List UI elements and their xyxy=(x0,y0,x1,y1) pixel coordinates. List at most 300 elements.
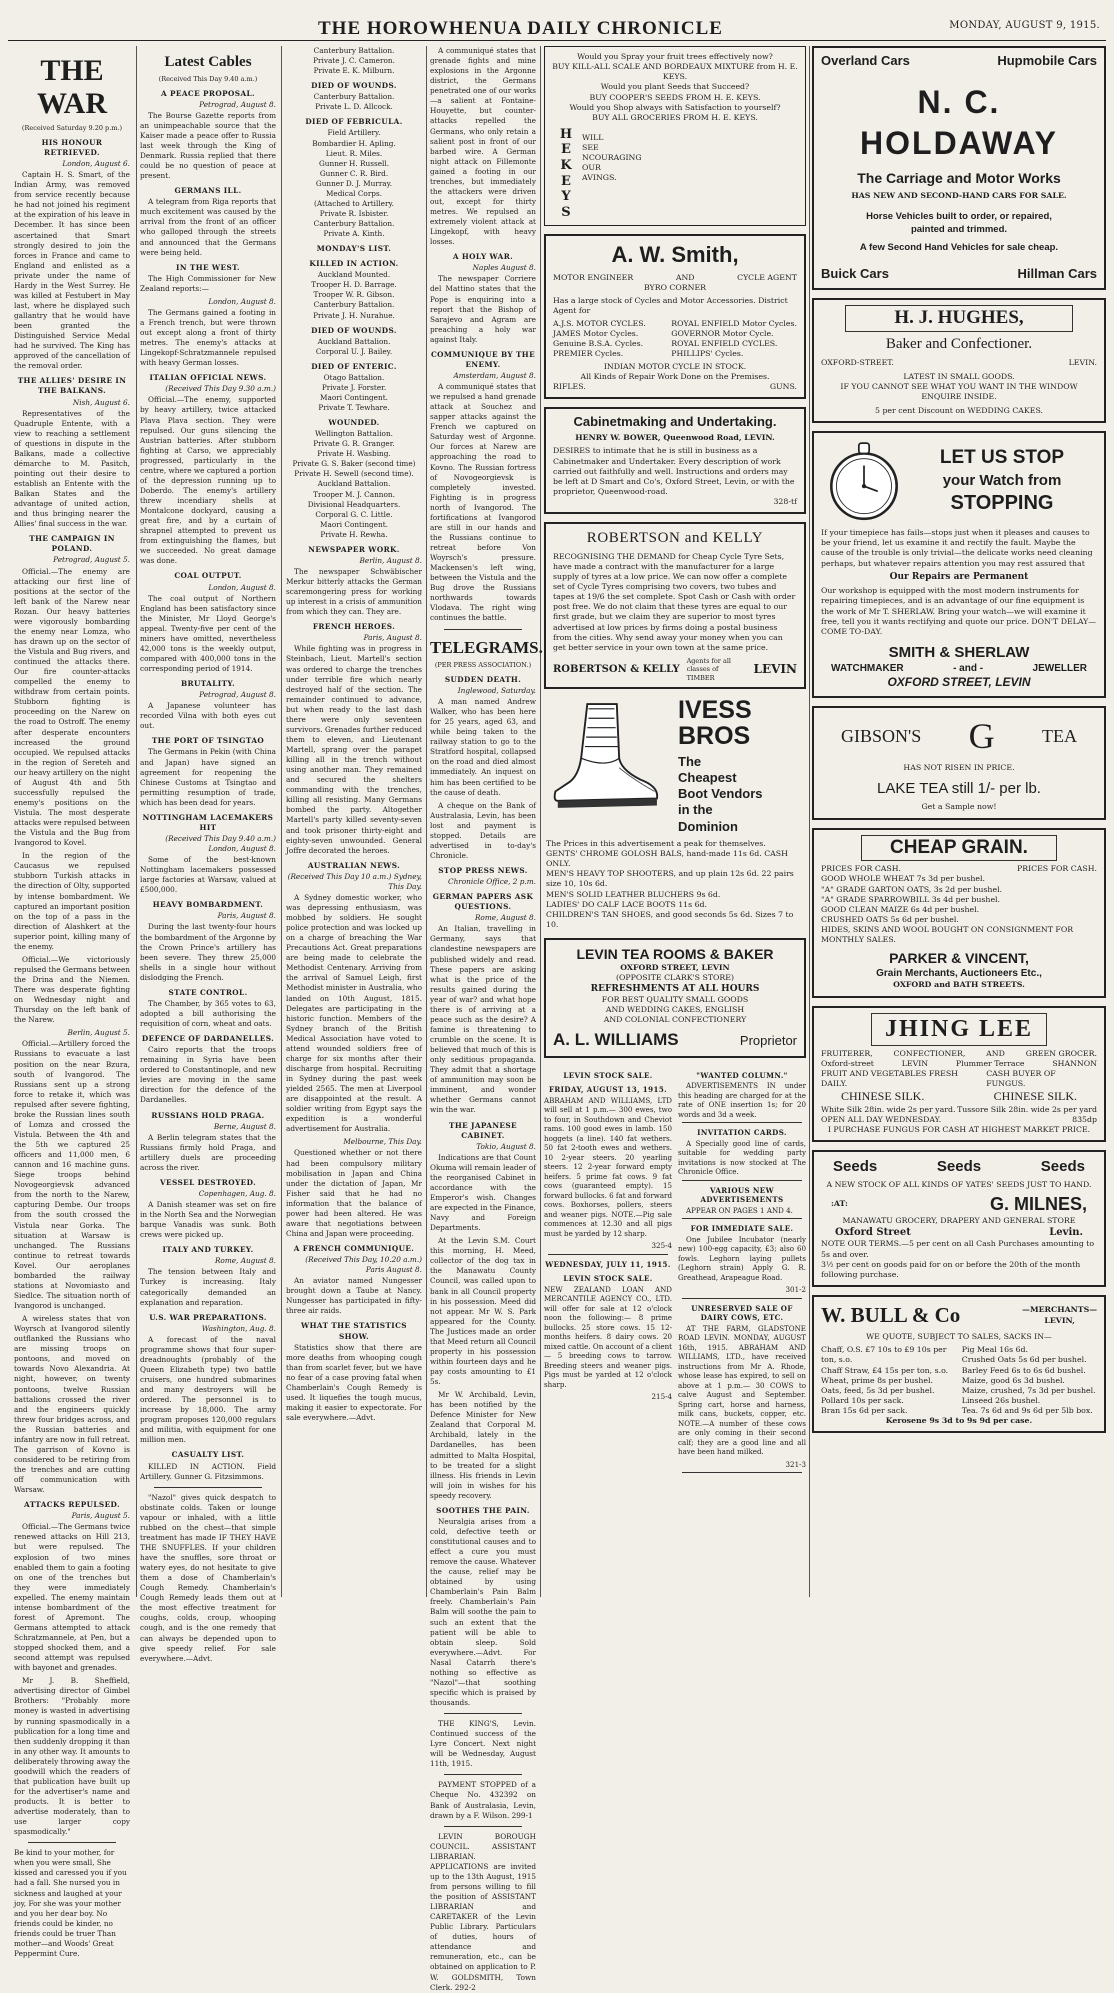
smith-item: Genuine B.S.A. Cycles. xyxy=(553,338,644,348)
casualty-line: Wellington Battalion. xyxy=(315,429,393,439)
bull-price-line: Maize, good 6s 3d bushel. xyxy=(961,1375,1065,1385)
section-heading: BRUTALITY. xyxy=(180,679,236,689)
gibson-tea: TEA xyxy=(1041,725,1077,746)
casualty-line: Medical Corps. xyxy=(325,188,383,198)
bower-code: 328-tf xyxy=(773,497,797,507)
gibson-line1: HAS NOT RISEN IN PRICE. xyxy=(903,762,1015,772)
seeds-line2: MANAWATU GROCERY, DRAPERY AND GENERAL STORE xyxy=(842,1216,1076,1226)
stock-sales-row xyxy=(544,1066,806,1477)
section-heading: COAL OUTPUT. xyxy=(174,571,242,581)
hughes-advert xyxy=(812,298,1106,423)
stock-sale-a-title: LEVIN STOCK SALE. xyxy=(563,1070,653,1080)
article-text: Representatives of the Quadruple Entente, with a view to reaching a settlement of questions in dispute in the Balkans, made a collective démarche to M. Pasitch, pointing out their desire to establish an Entente with the Balkan States and the advantage of united action, and thus bringing nearer the Allies' final success in the war. xyxy=(14,408,130,529)
smith-center: INDIAN MOTOR CYCLE IN STOCK. xyxy=(603,362,747,372)
section-heading: HEAVY BOMBARDMENT. xyxy=(152,900,264,910)
classified-heading: INVITATION CARDS. xyxy=(697,1128,787,1138)
keys-vertical xyxy=(552,127,582,221)
jhing-cell: SHANNON xyxy=(1052,1058,1097,1068)
classified-heading: "WANTED COLUMN." xyxy=(696,1070,788,1080)
grain-prices xyxy=(821,874,1097,945)
section-heading: IN THE WEST. xyxy=(176,262,240,272)
article-text: Official.—We victoriously repulsed the Germans between the Drina and the Niemen. There was desperate fighting on Wednesday night and Thursday on the left bank of the Narew. xyxy=(14,954,131,1025)
classified-code: 321-3 xyxy=(785,1459,806,1469)
article-text: The tension between Italy and Turkey is increasing. Italy categorically demanded an explanation and reparation. xyxy=(140,1267,276,1307)
article-text: The newspaper Schwäbischer Merkur bitterly attacks the German scaremongering press for working up interest in a crisis of ammunition from which they can. They are. xyxy=(286,566,422,617)
ivess-tag-line: The xyxy=(678,753,702,769)
casualty-line: Gunner H. Russell. xyxy=(318,158,390,168)
dateline: London, August 8. xyxy=(208,296,276,306)
article-text: Indications are that Count Okuma will remain leader of the reorganised Cabinet in accordance with the Emperor's wish. Changes are expected in the Finance, Navy and Foreign Departments. xyxy=(430,1152,536,1233)
ivess-price-line: GENTS' CHROME GOLOSH BALS, hand-made 11s 6d. CASH ONLY. xyxy=(546,849,788,869)
dateline: Tokio, August 8. xyxy=(476,1141,536,1151)
bull-foot: Kerosene 9s 3d to 9s 9d per case. xyxy=(885,1416,1033,1426)
article-text: Official.—The Germans twice renewed attacks on Hill 213, but were repulsed. The explosion of two mines enabled them to gain a footing on one of the trenches but they were immediately expelled. The enemy maintain intense bombardment of the forest of Apremont. The Germans attempted to attack Schratzmannele, at Pen, but a stopped shocked them, and a second attempt was repulsed with bayonet and grenades. xyxy=(14,1522,131,1673)
section-heading: SOOTHES THE PAIN. xyxy=(436,1505,530,1515)
stock-sale-b-title: WEDNESDAY, JULY 11, 1915. xyxy=(545,1259,671,1269)
smith-advert xyxy=(544,234,806,399)
casualty-line: Corporal G. C. Little. xyxy=(315,509,393,519)
article-text: A communiqué states that we repulsed a hand grenade attack at Souchez and sapper attacks against the French we captured on Saturday west of Argonne. Our forces at Narew are approaching the road to Kovno. The Russian fortress of Novogeorgievsk is completely invested. Fighting is in progress north of Ivangorod. The fortifications at Ivangorod are still in our hands and the Russians continue to retreat before Von Woyrsch's pressure. Mackensen's left wing, between the Vistula and the Bug drove the Russians northwards towards Vlodava. The right wing continues the battle. xyxy=(430,382,536,623)
holdaway-line3: A few Second Hand Vehicles for sale cheap. xyxy=(859,242,1059,254)
keys-advert xyxy=(544,46,806,226)
dateline: Melbourne, This Day. xyxy=(343,1137,422,1147)
article-text: Official.—The enemy, supported by heavy artillery, twice attacked Plava Plava section. They were repulsed. Our guns silencing the Austrian batteries. After stubborn fighting at Carso, we appreciably progressed, particularly in the centre, where we captured a portion of the depression running up to Doberdo. The enemy's artillery threw incendiary shells at Montalcone dockyard, causing a great fire, and by a curtain of shrapnel attempted to prevent us from extinguishing the flames, but we succeeded. No great damage was done. xyxy=(140,395,276,566)
jhing-cell: LEVIN xyxy=(901,1058,929,1068)
section-heading: U.S. WAR PREPARATIONS. xyxy=(149,1312,267,1322)
classified-text: ADVERTISEMENTS IN under this heading are charged for at the rate of ONE insertion 1s; for 20 words and 3d a week. xyxy=(678,1081,806,1119)
buick-cars: Buick Cars xyxy=(821,266,889,282)
dateline: Amsterdam, August 8. xyxy=(453,370,536,380)
seeds-word: Seeds xyxy=(936,1158,982,1176)
article-text: KILLED IN ACTION. Field Artillery. Gunner G. Fitzsimmons. xyxy=(140,1461,276,1481)
column-rule xyxy=(540,46,541,1597)
watch-para-1: If your timepiece has fails—stops just when it pleases and causes to be your friend, let us examine it and rectify the fault. Maybe the cause of the trouble is only trivial—the delicate works need cleaning perhaps, but whatever repairs attention you may rest assured that xyxy=(821,528,1093,568)
keys-side xyxy=(582,127,642,221)
grain-price-line: CRUSHED OATS 5s 6d per bushel. xyxy=(821,914,959,924)
section-heading: GERMANS ILL. xyxy=(174,186,242,196)
keys-letter: S xyxy=(561,204,573,220)
section-heading: CASUALTY LIST. xyxy=(171,1450,245,1460)
smith-item: A.J.S. MOTOR CYCLES. xyxy=(553,318,646,328)
watch-head-3: STOPPING xyxy=(950,492,1054,515)
section-heading: THE CAMPAIGN IN POLAND. xyxy=(29,534,115,554)
robertson-title: ROBERTSON and KELLY xyxy=(586,530,764,547)
section-heading: AUSTRALIAN NEWS. xyxy=(307,860,401,870)
jhing-addresses xyxy=(821,1059,1097,1069)
keys-block xyxy=(552,127,798,221)
casualty-line: Maori Contingent. xyxy=(320,392,388,402)
ivess-tag-line: Boot Vendors xyxy=(678,786,763,802)
casualty-line: Private E. K. Milburn. xyxy=(313,66,395,76)
jhing-silk-prices xyxy=(821,1105,1097,1115)
war-title: THE WAR xyxy=(36,54,107,120)
dateline: Paris, August 8. xyxy=(217,911,276,921)
ivess-name-line: IVESS xyxy=(678,696,752,725)
smith-item: ROYAL ENFIELD CYCLES. xyxy=(671,338,778,348)
nazol-advert: "Nazol" gives quick despatch to obstinate colds. Taken or lounge vapour or inhaled, with a little rubbed on the chest—that simple treatment has made IF THEY HAVE THE SNUFFLES. If your children have the snuffles, sore throat or watery eyes, do not hesitate to give them a dose of Chamberlain's Cough Remedy. Chamberlain's Cough Remedy leads them out at the most effective treatment for coughs, colds, croup, whooping cough, and is the one remedy that can always be depended upon to give speedy relief. For sale everywhere.—Advt. xyxy=(140,1492,276,1663)
casualty-line: Auckland Battalion. xyxy=(317,479,391,489)
cables-note: (Received This Day 9.40 a.m.) xyxy=(158,74,258,83)
casualty-line: Lieut. R. Miles. xyxy=(325,148,383,158)
divider xyxy=(548,1254,668,1255)
hughes-trade: Baker and Confectioner. xyxy=(885,336,1033,352)
jhing-fruit xyxy=(821,1069,1097,1089)
smith-item: PHILLIPS' Cycles. xyxy=(671,348,744,358)
jhing-code: 835dp xyxy=(1072,1114,1097,1124)
watch-sub: Our Repairs are Permanent xyxy=(889,571,1029,582)
smith-list-b xyxy=(671,319,797,360)
jhing-cell: FRUITERER, xyxy=(821,1048,873,1058)
jhing-trades xyxy=(821,1049,1097,1059)
smith-item: JAMES Motor Cycles. xyxy=(553,328,639,338)
dateline: Copenhagen, Aug. 8. xyxy=(198,1188,276,1198)
casualty-line: Otago Battalion. xyxy=(323,372,385,382)
newspaper-title: THE HOROWHENUA DAILY CHRONICLE xyxy=(318,18,723,39)
smith-list-a xyxy=(553,319,646,360)
keys-letter: E xyxy=(561,173,573,189)
masthead xyxy=(0,0,1114,44)
article-text: Neuralgia arises from a cold, defective teeth or constitutional causes and to effect a cure you must remove the cause. Whatever the cause, relief may be obtained by using Chamberlain's Pain Balm freely. Chamberlain's Pain Balm will soothe the pain to such an extent that the patient will be able to obtain sleep. Sold everywhere.—Advt. For Nasal Catarrh there's nothing so effective as "Nazol"—that soothing specific which is praised by thousands. xyxy=(430,1516,536,1708)
article-text: Statistics show that there are more deaths from whooping cough than from scarlet fever, but we have no fear of a case proving fatal when Chamberlain's Cough Remedy is used. It liquefies the tough mucus, making it easier to expectorate. For sale everywhere.—Advt. xyxy=(286,1342,422,1422)
bull-price-line: Bran 15s 6d per sack. xyxy=(821,1406,908,1416)
divider xyxy=(682,1180,802,1181)
casualty-line: Private J. C. Cameron. xyxy=(313,56,395,66)
keys-line: Would you Spray your fruit trees effectively now? xyxy=(577,52,773,61)
gibson-line2: LAKE TEA still 1/- per lb. xyxy=(877,779,1041,797)
casualty-line: Trooper H. D. Barrage. xyxy=(311,280,397,290)
seeds-line3: NOTE OUR TERMS.—5 per cent on all Cash Purchases amounting to 5s and over. xyxy=(821,1239,1095,1259)
article-text: In the region of the Caucasus we repulsed stubborn Turkish attacks in the direction of Olty, supported by intense bombardment. We captured an important position on the top of a pass in the direction of Alashkert at the superior point, killing many of the enemy. xyxy=(14,851,130,951)
cable-sections xyxy=(140,89,276,1482)
section-heading: THE JAPANESE CABINET. xyxy=(448,1120,518,1140)
ivess-price-line: MEN'S SOLID LEATHER BLUCHERS 9s 6d. xyxy=(546,889,721,899)
seeds-words xyxy=(821,1157,1097,1177)
divider xyxy=(444,1713,522,1714)
article-text: Some of the best-known Nottingham lacemakers possessed large factories at Warsaw, valued at £500,000. xyxy=(140,855,276,895)
divider xyxy=(444,629,522,630)
notice-text: PAYMENT STOPPED of a Cheque No. 432392 on Bank of Australasia, Levin, drawn by a F. Wilson. 299-1 xyxy=(430,1780,536,1820)
jhing-cell: Tussore Silk 28in. wide 2s per yard xyxy=(957,1104,1097,1114)
hillman-cars: Hillman Cars xyxy=(1017,266,1097,282)
jhing-open: OPEN ALL DAY WEDNESDAY. xyxy=(821,1114,942,1124)
smith-item: PREMIER Cycles. xyxy=(553,348,624,358)
stock-sale-b-text: NEW ZEALAND LOAN AND MERCANTILE AGENCY CO., LTD. will offer for sale at 12 o'clock noon the following:— 8 prime bullocks. 25 store cows. 15 12-months heifers. 8 dairy cows. 20 mixed cattle. On account of a client— 5 breeding cows to tarrow. Breeding steers and weaner pigs. Pigs must be yarded at 12 o'clock sharp. xyxy=(544,1284,672,1389)
dateline: Washington, Aug. 8. xyxy=(201,1323,276,1333)
casualty-line: Field Artillery. xyxy=(327,128,381,138)
keys-side-word: OUR xyxy=(582,163,601,173)
dateline: London, August 8. xyxy=(208,582,276,592)
article-text: The Bourse Gazette reports from an unimpeachable source that the Kaiser made a peace offer to Russia last week through the King of Denmark. Russia replied that there could be no question of peace at present. xyxy=(140,110,276,181)
divider xyxy=(154,1487,262,1488)
casualty-line: Trooper W. R. Gibson. xyxy=(313,290,395,300)
grain-firm: PARKER & VINCENT, xyxy=(889,950,1029,967)
tele-sections xyxy=(430,675,536,1708)
seeds-street: Oxford Street xyxy=(835,1227,911,1239)
jhing-lee-advert xyxy=(812,1006,1106,1143)
classified-heading: UNRESERVED SALE OF DAIRY COWS, ETC. xyxy=(691,1303,793,1323)
boot-illustration xyxy=(546,697,664,815)
casualty-column xyxy=(286,46,422,1598)
article-text: A telegram from Riga reports that much excitement was caused by the arrival from the front of an officer who galloped through the streets and announced that the Germans were being held. xyxy=(140,197,276,257)
article-text: Questioned whether or not there had been compulsory military mobilisation in Japan and China under the dictation of Japan, Mr Fisher said that he had no information that the balance of power had been altered. He was aware that negotiations between China and Japan were proceeding. xyxy=(286,1148,422,1238)
war-column xyxy=(14,46,131,1958)
holdaway-line2: painted and trimmed. xyxy=(910,223,1008,235)
keys-line: BUY COOPER'S SEEDS FROM H. E. KEYS. xyxy=(589,92,761,102)
tele-notices xyxy=(430,1713,536,1993)
casualty-groups xyxy=(286,46,422,540)
robertson-foot-name: ROBERTSON & KELLY xyxy=(553,664,680,676)
grain-price-line: "A" GRADE SPARROWBILL 3s 4d per bushel. xyxy=(821,894,1001,904)
article-text: A Berlin telegram states that the Russians firmly hold Praga, and artillery duels are proceeding across the river. xyxy=(140,1132,276,1172)
article-text: A cheque on the Bank of Australasia, Levin, has been lost and payment is stopped. Details are advertised in to-day's Chronicle. xyxy=(430,800,536,860)
divider xyxy=(444,1774,522,1775)
bull-price-line: Barley Feed 6s to 6s 6d bushel. xyxy=(961,1365,1086,1375)
article-text: Cairo reports that the troops remaining in Syria have been ordered to Constantinople, and new levies are moving in the same direction for the defence of the Dardanelles. xyxy=(140,1045,276,1105)
jhing-cell: GREEN GROCER. xyxy=(1025,1048,1097,1058)
grain-price-line: HIDES, SKINS AND WOOL BOUGHT ON CONSIGNMENT FOR MONTHLY SALES. xyxy=(821,925,1074,945)
cables-title: Latest Cables xyxy=(164,54,252,70)
casualty-heading: DIED OF WOUNDS. xyxy=(311,81,397,91)
hughes-town: LEVIN. xyxy=(1068,357,1097,367)
divider xyxy=(682,1218,802,1219)
casualty-line: Maori Contingent. xyxy=(320,519,388,529)
jhing-name: JHING LEE xyxy=(871,1013,1047,1046)
dateline: Paris, August 8. xyxy=(363,633,422,643)
hughes-line3: 5 per cent Discount on WEDDING CAKES. xyxy=(875,406,1043,415)
ads-column-right xyxy=(812,46,1106,1598)
cables-column xyxy=(140,46,276,1663)
article-text: An aviator named Nungesser brought down a Taube at Nancy. Nungesser has participated in fifty-three air raids. xyxy=(286,1276,422,1316)
smith-item: GOVERNOR Motor Cycle. xyxy=(671,328,774,338)
tearooms-line3: AND COLONIAL CONFECTIONERY xyxy=(603,1015,747,1025)
keys-side-word: AVINGS. xyxy=(582,173,617,183)
keys-letter: K xyxy=(560,158,574,174)
casualty-line: Gunner D. J. Murray. xyxy=(315,178,393,188)
section-heading: STOP PRESS NEWS. xyxy=(438,866,528,876)
section-heading: THE PORT OF TSINGTAO xyxy=(151,736,265,746)
watch-street: OXFORD STREET, LEVIN xyxy=(887,675,1031,690)
article-text: An Italian, travelling in Germany, says that clandestine newspapers are published widely and read. These papers are asking what is the price of the results gained during the year of war? and what hope there is of arriving at a peace such as the desire? A famine is threatening to crumble on the scene. It is believed that much of this is only seditious propaganda. They admit that a shortage of ammunition may soon be imminent, and wonder whether Germans cannot win the war. xyxy=(430,924,536,1115)
dateline: Berne, August 8. xyxy=(213,1121,276,1131)
classified-column xyxy=(678,1066,806,1477)
section-heading: NOTTINGHAM LACEMAKERS HIT xyxy=(142,812,274,832)
casualty-line: Gunner C. R. Bird. xyxy=(319,168,389,178)
article-text: Captain H. S. Smart, of the Indian Army, was removed from service recently because he had not joined his regiment at the expiration of his leave in December. It has since been ascertained that Smart strongly desired to join the forces in France and came to England and enlisted as a private under the name of Hardy in the West Surrey. He was killed at Festubert in May last, where he displayed such gallantry that he would have been granted the Distinguished Service Medal had he survived. The King has approved of the cancellation of the removal order. xyxy=(14,170,130,371)
casualty-heading: DIED OF FEBRICULA. xyxy=(305,117,403,127)
article-text: The High Commissioner for New Zealand reports:— xyxy=(140,273,276,293)
casualty-line: Private A. Kinth. xyxy=(323,229,385,239)
holdaway-advert xyxy=(812,46,1106,290)
casualty-heading: DIED OF ENTERIC. xyxy=(311,361,397,371)
casualty-line: Canterbury Battalion. xyxy=(313,300,395,310)
war-note: (Received Saturday 9.20 p.m.) xyxy=(21,124,123,132)
overland-cars: Overland Cars xyxy=(821,53,910,68)
bower-name: HENRY W. BOWER, Queenwood Road, LEVIN. xyxy=(575,433,775,443)
casualty-heading: DIED OF WOUNDS. xyxy=(311,325,397,335)
casualty-line: Trooper M. J. Cannon. xyxy=(313,489,395,499)
bull-town: LEVIN, xyxy=(1044,1315,1075,1325)
article-text: Mr J. B. Sheffield, advertising director of Gimbel Brothers: "Probably more money is wasted in advertising by running spasmodically in a publication for a long time and then suddenly dropping it than in any other way. It amounts to deliberately throwing away the goodwill which the readers of that publication have built up for the advertiser's name and products. It is better to advertise moderately, than to use larger copy spasmodically." xyxy=(14,1676,130,1837)
article-text: A Sydney domestic worker, who was depressing enthusiasm, was mobbed by soldiers. He sought police protection and was locked up on a charge of breaching the War Precautions Act. Great preparations are being made to celebrate the Methodist Centenary. Arriving from the arrival of Samuel Leigh, first Methodist minister in Australia, who landed on 10th August, 1815. Delegates are participating in the historic function. Members of the Sydney branch of the British Medical Association have voted to attend wounded soldiers free of charge for six months after their discharge from hospital. Recruiting in Sydney during the past week yielded 2565. The men at Liverpool are disappointed at the result. A soldier writing from Egypt says the expedition is a wonderful advertisement for Australia. xyxy=(286,892,422,1134)
robertson-advert xyxy=(544,522,806,689)
casualty-line: Private G. R. Granger. xyxy=(313,439,395,449)
bull-name: W. BULL & Co xyxy=(821,1302,961,1327)
ivess-prices xyxy=(546,839,804,930)
notice-text: LEVIN BOROUGH COUNCIL. ASSISTANT LIBRARIAN. APPLICATIONS are invited up to the 13th August, 1915 from persons willing to fill the position of ASSISTANT LIBRARIAN and CARETAKER of the Levin Public Library. Particulars of duties, hours of attendance and remuneration, etc., can be obtained on application to P. W. GOLDSMITH, Town Clerk. 292-2 xyxy=(430,1831,536,1992)
casualty-line: Canterbury Battalion. xyxy=(313,219,395,228)
casualty-line: (Attached to Artillery. xyxy=(314,198,394,208)
ivess-tag-line: Cheapest xyxy=(678,769,737,785)
section-heading: RUSSIANS HOLD PRAGA. xyxy=(151,1110,265,1120)
tearooms-line2: AND WEDDING CAKES, ENGLISH xyxy=(605,1005,745,1015)
bull-trade: —MERCHANTS— xyxy=(1022,1305,1097,1315)
hughes-line2: IF YOU CANNOT SEE WHAT YOU WANT IN THE WINDOW ENQUIRE INSIDE. xyxy=(840,381,1078,401)
keys-line: BUY ALL GROCERIES FROM H. E. KEYS. xyxy=(592,112,758,122)
keys-side-word: NCOURAGING xyxy=(582,153,642,163)
article-text: Official.—Artillery forced the Russians to evacuate a last position on the near Bzura, south of Ivangorod. The Russians sent up a strong force to retake it, which was repulsed after severe fighting, broke the Russian lines south of Lomza and crossed the Vistula. Between the 4th and the 5th we captured 25 officers and 11,000 men, 6 cannon and 16 machine guns. Siege troops behind Novogeorgievsk advanced from the north to the Narew, capturing Dembe. Our troops from the south crossed the Vistula near Gorka. The situation at Warsaw is unchanged. The Russians continue to retreat towards Kovel. Our aeroplanes bombarded the railway stations at Novomiasto and Siedlce. The situation north of Ivangorod is unchanged. xyxy=(14,1039,130,1311)
dateline: Paris, August 5. xyxy=(71,1511,130,1521)
gibson-g: G xyxy=(968,716,995,757)
seeds-line4: 3½ per cent on goods paid for on or before the 20th of the month following purchase. xyxy=(821,1259,1081,1279)
bull-prices-left xyxy=(821,1345,956,1416)
tearooms-refresh: REFRESHMENTS AT ALL HOURS xyxy=(590,983,760,994)
section-heading: ATTACKS REPULSED. xyxy=(24,1500,120,1510)
divider xyxy=(682,1298,802,1299)
section-heading: DEFENCE OF DARDANELLES. xyxy=(141,1034,275,1044)
casualty-line: Private J. H. Nurahue. xyxy=(313,310,395,320)
grain-price-line: "A" GRADE GARTON OATS, 3s 2d per bushel. xyxy=(821,884,1003,894)
smith-right: CYCLE AGENT xyxy=(737,273,797,283)
keys-line: Would you plant Seeds that Succeed? xyxy=(600,82,750,92)
watch-head-1: LET US STOP xyxy=(939,447,1065,469)
section-heading: SUDDEN DEATH. xyxy=(444,674,522,684)
stock-sale-a-code: 325-4 xyxy=(651,1241,672,1251)
section-heading: GERMAN PAPERS ASK QUESTIONS. xyxy=(432,892,534,912)
seeds-advert xyxy=(812,1150,1106,1287)
dateline: Petrograd, August 5. xyxy=(53,555,130,565)
ivess-price-line: CHILDREN'S TAN SHOES, and good seconds 5s 6d. Sizes 7 to 10. xyxy=(546,909,794,929)
bull-prices-right xyxy=(962,1345,1097,1416)
section-heading: FRENCH HEROES. xyxy=(312,622,396,632)
section-heading: THE ALLIES' DESIRE IN THE BALKANS. xyxy=(17,376,127,396)
article-text: The newspaper Corriere del Mattino states that the Pope is enquiring into a report that the Bishop of Sarajevo and Agram are preaching a holy war against Italy. xyxy=(430,274,536,344)
classified-heading: FOR IMMEDIATE SALE. xyxy=(690,1224,794,1234)
keys-letter: E xyxy=(561,142,573,158)
stock-sale-a-text: ABRAHAM AND WILLIAMS, LTD will sell at 1 p.m.— 300 ewes, two to four, in Southdown and Cheviot rams. 100 good ewes in lamb. 150 hoggets (a line). 140 fat wethers. 50 fat 2-tooth ewes and wethers. 10 2-year steers. 20 yearling steers. 12 2-year forward empty heifers. 5 prime fat cows. 9 fat cows (guaranteed empty). 15 forward bullocks. 6 fat and forward cows. Boxhorses, pollers, steers and weaner pigs. NOTE.—Pig sale commences at 12.30 and all pigs must be yarded by 12 sharp. xyxy=(544,1095,672,1238)
article-text: A communiqué states that grenade fights and mine explosions in the Argonne district, the Germans penetrated one of our works—a salient at Fontaine-Houyette, but counter-attacks repelled the Germans, who only retain a salient post in front of our barbed wire. A German night attack on Fillemonte gained a footing in our trenches, but immediately the attackers were driven out, except for thirty metres. We repulsed an extremely violent attack at Lingekopf, with heavy losses. xyxy=(430,46,536,247)
casualty-line: Bombardier H. Apling. xyxy=(312,138,396,148)
dateline: London, August 6. xyxy=(62,159,130,169)
watch-trade-1: WATCHMAKER xyxy=(831,663,904,675)
dateline: Petrograd, August 8. xyxy=(199,99,276,109)
smith-foot-left: RIFLES. xyxy=(553,382,586,392)
robertson-foot-town: LEVIN xyxy=(753,661,797,676)
jhing-cell: Plummer Terrace xyxy=(955,1058,1025,1068)
jhing-cell: CONFECTIONER, xyxy=(893,1048,966,1058)
bower-title: Cabinetmaking and Undertaking. xyxy=(573,414,777,430)
bull-price-line: Chaff Straw, £4 15s per ton, s.o. xyxy=(821,1365,949,1375)
divider xyxy=(682,1122,802,1123)
section-heading: VESSEL DESTROYED. xyxy=(159,1177,257,1187)
dateline: Naples August 8. xyxy=(472,263,536,273)
jhing-cell: CASH BUYER OF FUNGUS. xyxy=(986,1069,1056,1089)
keys-side-word: SEE xyxy=(582,143,599,152)
section-heading: HIS HONOUR RETRIEVED. xyxy=(41,137,103,158)
casualty-line: Auckland Battalion. xyxy=(317,336,391,346)
smith-name: A. W. Smith, xyxy=(611,242,739,268)
dateline: Chronicle Office, 2 p.m. xyxy=(448,877,536,887)
casualty-line: Private H. Rewha. xyxy=(320,529,388,539)
smith-foot: All Kinds of Repair Work Done on the Premises. xyxy=(580,372,770,382)
section-heading: COMMUNIQUE BY THE ENEMY. xyxy=(430,349,536,369)
classified-code: 301-2 xyxy=(785,1285,806,1295)
casualty-line: Private T. Tewhare. xyxy=(318,403,390,412)
article-text: The Chamber, by 365 votes to 63, adopted a bill authorising the requisition of corn, wheat and oats. xyxy=(140,998,276,1029)
classified-text: One Jubilee Incubator (nearly new) 100-egg capacity, £3; also 60 fowls. Leghorn laying pullets (Leghorn strain) Apply G. R. Greathead, Arapeague Road. xyxy=(678,1234,806,1282)
dateline: Nish, August 6. xyxy=(72,397,130,407)
masthead-rule xyxy=(8,40,1106,41)
hughes-name: H. J. HUGHES, xyxy=(845,305,1073,332)
column-rule xyxy=(136,46,137,1597)
article-text: Official.—The enemy are attacking our first line of positions at the sector of the left bank of the Narew near Rozan. Our heavy batteries were vigorously bombarding the enemy near Lomza, who has drawn up on the sector of the Vistula and Bug rivers, and continued the attacks there. Our fire counter-attacks compelled the enemy to withdraw from certain points. Stubborn fighting is proceeding on the Narew on the road to Ostroff. The enemy after desperate encounters increased the ground occupied. We repulsed attacks in the region of Sereteh and our heavy artillery on the night of August 4th and 5th successfully repulsed the enemy's positions on the Vistula. The most desperate attacks were repulsed between the Vistula and the Bug from Ivangorod to Kovel. xyxy=(14,566,130,848)
article-text: The Germans in Pekin (with China and Japan) have signed an agreement for reopening the Chinese Customs at Tsingtao and permitting resumption of trade, which has been dead for years. xyxy=(140,747,276,807)
tearooms-owner: A. L. WILLIAMS xyxy=(553,1029,679,1049)
article-text: A man named Andrew Walker, who has been here for 25 years, aged 63, and while being taken to the railway station to go to the Stratford hospital, collapsed on the road and died almost immediately. An inquest on him has been certified to be the cause of death. xyxy=(430,697,536,797)
grain-trade: Grain Merchants, Auctioneers Etc., xyxy=(876,968,1042,980)
article-text: While fighting was in progress in Steinbach, Lieut. Martell's section was ordered to charge the trenches under terrible fire which nearly destroyed half of the section. The remainder continued to advance, but when ready to the last dash there were only seventeen survivors. Grenades further reduced them to eleven, and Lieutenant Martell, sprang over the parapet killing all in the trench without using another man. They remained and secured the shelters commanding with the trenches, killing all resisting. Many Germans bombed the party. Altogether Martell's party killed seventy-seven and took prisoner thirty-eight and eighty-seven unwounded. General Joffre decorated the heroes. xyxy=(286,644,422,855)
casualty-line: Private L. D. Allcock. xyxy=(315,102,393,112)
jhing-silk-heads xyxy=(821,1089,1097,1105)
ivess-price-line: The Prices in this advertisement a peak for themselves. xyxy=(546,838,766,848)
tearooms-title: LEVIN TEA ROOMS & BAKER xyxy=(576,946,774,963)
holdaway-stock: HAS NEW AND SECOND-HAND CARS FOR SALE. xyxy=(851,191,1067,201)
bower-advert xyxy=(544,407,806,514)
bull-price-line: Crushed Oats 5s 6d per bushel. xyxy=(961,1355,1087,1365)
seeds-word: Seeds xyxy=(1040,1158,1085,1176)
jhing-cell: Oxford-street xyxy=(821,1058,874,1068)
grain-price-line: GOOD WHOLE WHEAT 7s 3d per bushel. xyxy=(821,874,985,884)
war-sections xyxy=(14,138,130,1837)
grain-advert xyxy=(812,828,1106,998)
seeds-word: Seeds xyxy=(833,1158,878,1176)
bull-price-line: Maize, crushed, 7s 3d per bushel. xyxy=(961,1385,1096,1395)
section-heading: WHAT THE STATISTICS SHOW. xyxy=(301,1321,407,1341)
dateline: (Received This Day 9.40 a.m.) London, August 8. xyxy=(165,833,276,854)
ivess-price-line: MEN'S HEAVY TOP SHOOTERS, and up plain 12s 6d. 22 pairs size 10, 10s 6d. xyxy=(546,869,794,889)
ivess-tag-line: in the xyxy=(678,802,713,818)
jhing-cell: AND xyxy=(986,1048,1005,1058)
hughes-line1: LATEST IN SMALL GOODS. xyxy=(903,371,1015,381)
bull-price-line: Tea. 7s 6d and 9s 6d per 5lb box. xyxy=(961,1406,1093,1416)
bull-price-line: Wheat, prime 8s per bushel. xyxy=(821,1375,933,1385)
gibson-line3: Get a Sample now! xyxy=(921,802,997,812)
classified-text: A Specially good line of cards, suitable for wedding party invitations is now stocked at The Chronicle Office. xyxy=(678,1138,806,1177)
section-heading: ITALIAN OFFICIAL NEWS. xyxy=(149,373,267,383)
ivess-price-line: LADIES' DO CALF LACE BOOTS 11s 6d. xyxy=(546,899,708,909)
smith-mid: AND xyxy=(675,273,695,283)
bull-price-line: Pig Meal 16s 6d. xyxy=(961,1345,1029,1355)
telegrams-note: (PER PRESS ASSOCIATION.) xyxy=(434,660,532,669)
divider xyxy=(444,1826,522,1827)
dateline: Berlin, August 8. xyxy=(359,555,422,565)
dateline: Inglewood, Saturday. xyxy=(457,685,536,695)
section-heading: A HOLY WAR. xyxy=(452,252,514,262)
ivess-tag-line: Dominion xyxy=(678,818,738,834)
ads-column-left xyxy=(544,46,806,1598)
hupmobile-cars: Hupmobile Cars xyxy=(997,53,1097,68)
section-heading: A PEACE PROPOSAL. xyxy=(161,88,255,98)
dateline: Rome, August 8. xyxy=(214,1256,276,1266)
